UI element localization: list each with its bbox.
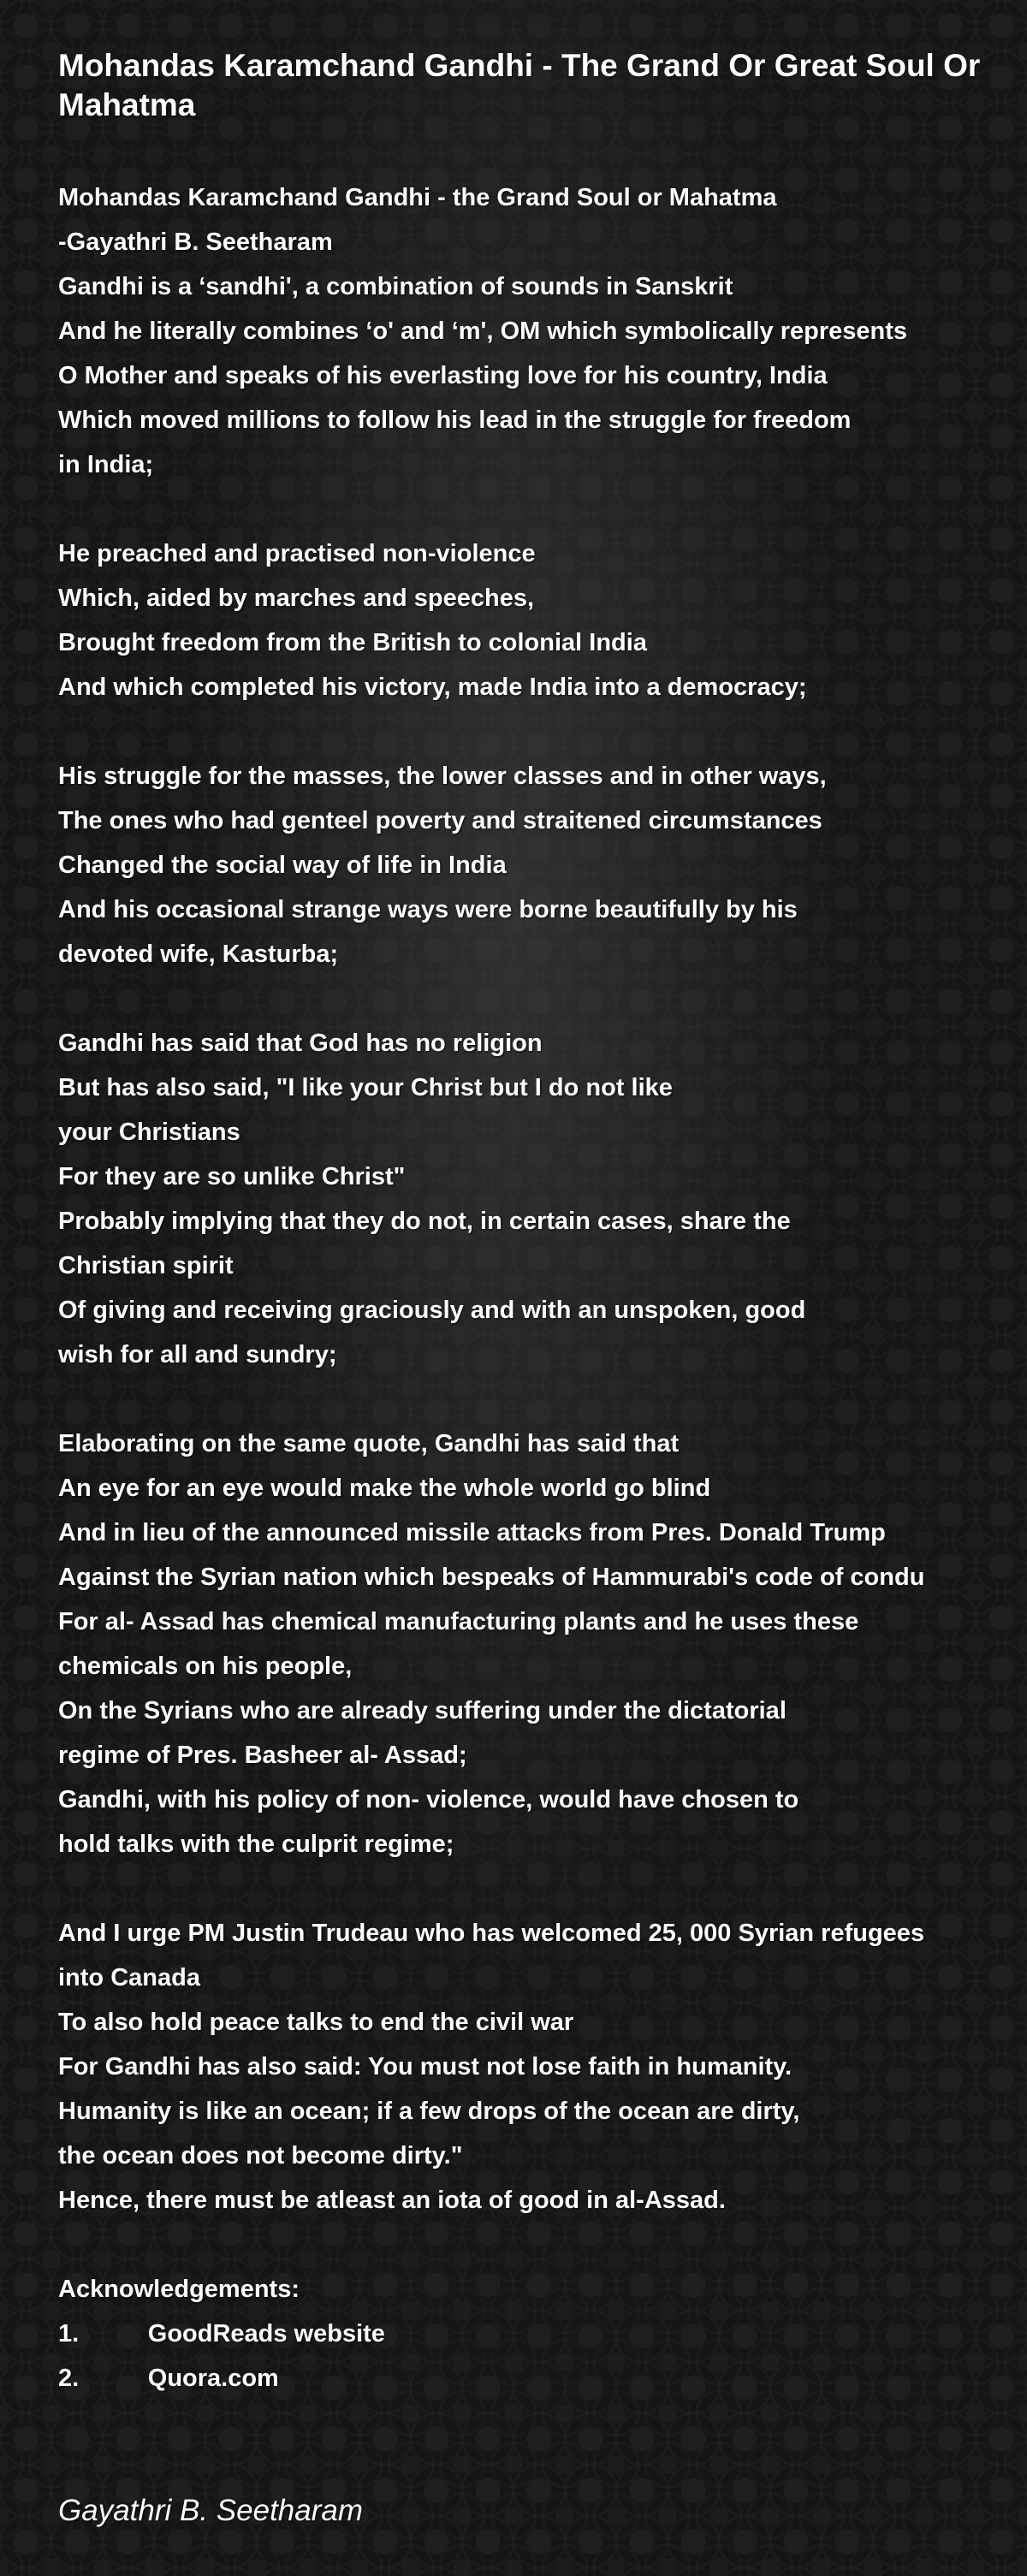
poem-line: Against the Syrian nation which bespeaks of Hammurabi's code of condu: [58, 1564, 925, 1591]
stanza-break: [58, 2223, 1027, 2267]
poem-line: into Canada: [58, 1964, 200, 1991]
stanza-break: [58, 976, 1027, 1021]
stanza-break: [58, 1377, 1027, 1422]
poem-line: To also hold peace talks to end the civil war: [58, 2009, 574, 2036]
poem-line: Of giving and receiving graciously and with an unspoken, good: [58, 1297, 806, 1324]
poem-line: For al- Assad has chemical manufacturing plants and he uses these: [58, 1608, 859, 1635]
poem-line: O Mother and speaks of his everlasting love for his country, India: [58, 362, 828, 389]
poem-line: But has also said, "I like your Christ but I do not like: [58, 1074, 673, 1101]
poem-line: Changed the social way of life in India: [58, 852, 507, 879]
poem-line: And I urge PM Justin Trudeau who has welcomed 25, 000 Syrian refugees: [58, 1920, 925, 1947]
poem-line: An eye for an eye would make the whole world go blind: [58, 1475, 711, 1502]
poem-line: in India;: [58, 451, 154, 478]
poem-line: For Gandhi has also said: You must not lose faith in humanity.: [58, 2053, 793, 2080]
poem-line: And which completed his victory, made India into a democracy;: [58, 674, 807, 701]
poem-line: Gandhi, with his policy of non- violence, would have chosen to: [58, 1786, 799, 1813]
poem-line: Probably implying that they do not, in certain cases, share the: [58, 1208, 791, 1235]
poem-line: Acknowledgements:: [58, 2276, 300, 2303]
stanza-break: [58, 487, 1027, 531]
poem-line: Humanity is like an ocean; if a few drops of the ocean are dirty,: [58, 2098, 800, 2125]
poem-line: devoted wife, Kasturba;: [58, 941, 339, 968]
poem-line: For they are so unlike Christ": [58, 1163, 406, 1190]
poem-line: Christian spirit: [58, 1252, 234, 1279]
poem-line: Hence, there must be atleast an iota of good in al-Assad.: [58, 2187, 726, 2214]
poem-body: [58, 175, 1027, 2401]
poem-line: 2. Quora.com: [58, 2365, 279, 2392]
poem-line: Gandhi has said that God has no religion: [58, 1030, 543, 1057]
poem-line: And he literally combines ‘o' and ‘m', OM which symbolically represents: [58, 318, 908, 345]
poem-line: Mohandas Karamchand Gandhi - the Grand Soul or Mahatma: [58, 184, 777, 211]
poem-line: Which moved millions to follow his lead in the struggle for freedom: [58, 407, 852, 434]
poem-author: Gayathri B. Seetharam: [58, 2494, 363, 2527]
poem-line: On the Syrians who are already suffering under the dictatorial: [58, 1697, 787, 1724]
poem-line: The ones who had genteel poverty and straitened circumstances: [58, 807, 822, 834]
poem-line: regime of Pres. Basheer al- Assad;: [58, 1742, 467, 1769]
poem-title: Mohandas Karamchand Gandhi - The Grand Or Great Soul Or Mahatma: [58, 48, 981, 122]
poem-line: Which, aided by marches and speeches,: [58, 585, 535, 612]
stanza-break: [58, 1867, 1027, 1911]
poem-line: He preached and practised non-violence: [58, 540, 536, 567]
poem-line: your Christians: [58, 1119, 240, 1146]
poem-line: -Gayathri B. Seetharam: [58, 229, 333, 256]
poem-line: hold talks with the culprit regime;: [58, 1831, 454, 1858]
poem-line: Elaborating on the same quote, Gandhi has said that: [58, 1430, 680, 1457]
poem-line: 1. GoodReads website: [58, 2320, 385, 2347]
poem-line: the ocean does not become dirty.": [58, 2142, 463, 2169]
stanza-break: [58, 709, 1027, 754]
poem-line: Brought freedom from the British to colonial India: [58, 629, 647, 656]
poem-line: And his occasional strange ways were borne beautifully by his: [58, 896, 798, 923]
poem-line: And in lieu of the announced missile attacks from Pres. Donald Trump: [58, 1519, 886, 1546]
poem-line: wish for all and sundry;: [58, 1341, 337, 1368]
poem-line: His struggle for the masses, the lower classes and in other ways,: [58, 763, 827, 790]
poem-line: Gandhi is a ‘sandhi', a combination of sounds in Sanskrit: [58, 273, 733, 300]
poem-line: chemicals on his people,: [58, 1653, 353, 1680]
